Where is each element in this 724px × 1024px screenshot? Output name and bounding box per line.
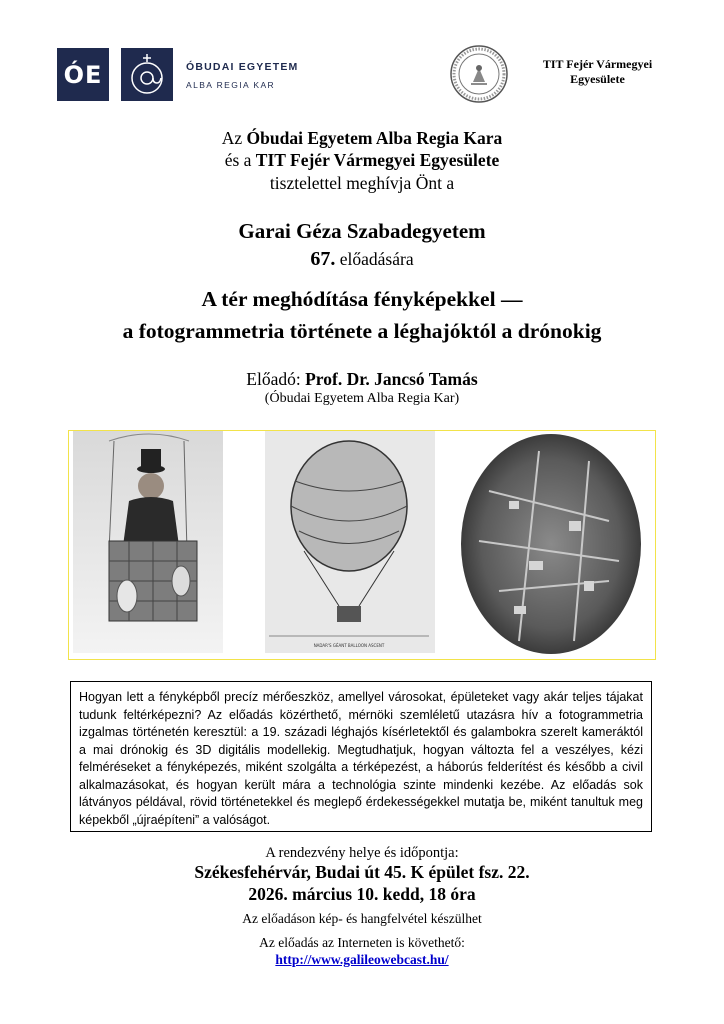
invite-line-2: [0, 150, 724, 171]
lecture-abstract: Hogyan lett a fényképből precíz mérőeszköz, amellyel városokat, épületeket vagy akár teljes tájakat tudunk feltérképezni? Az előadás közérthető, mérnöki szemléletű utazásra hív a fotogrammetria izgalmas történetén keresztül: a 19. századi léghajós kísérletektől és galambokra szerelt kameráktól a mai drónokig és 3D digitális modellekig. Megtudhatjuk, hogyan változta fel a veszélyes, kézi felméréseket a fényképezés, miként szolgálta a térképezést, a háborús felderítést és később a civil alkalmazásokat, és hogyan került mára a technológia szinte mindenki kezébe. Az előadás sok látványos példával, rövid történetekkel és meglepő érdekességekkel mutatja be, miként tanultuk meg képekből „újraépíteni” a valóságot.: [70, 681, 652, 832]
balloonist-photo: [73, 431, 223, 653]
photo-collage: [69, 431, 655, 659]
invite-prefix-2: és a: [224, 150, 256, 170]
lecture-number: [0, 248, 724, 271]
historical-photos: [68, 430, 656, 660]
venue: Székesfehérvár, Budai út 45. K épület fsz. 22.: [194, 862, 530, 882]
speaker: [0, 369, 724, 390]
engraving-caption: NADAR'S GÉANT BALLOON ASCENT: [313, 643, 385, 648]
event-datetime: 2026. március 10. kedd, 18 óra: [248, 884, 476, 904]
speaker-name: Prof. Dr. Jancsó Tamás: [305, 369, 478, 389]
tit-seal-icon: [449, 44, 509, 104]
host-tit: TIT Fejér Vármegyei Egyesülete: [255, 150, 500, 170]
tit-name-line2: Egyesülete: [570, 72, 625, 86]
recording-note: Az előadáson kép- és hangfelvétel készülhet: [242, 911, 482, 926]
university-name: ÓBUDAI EGYETEM: [186, 61, 299, 73]
speaker-label: Előadó:: [246, 369, 306, 389]
venue-label: A rendezvény helye és időpontja:: [265, 845, 459, 861]
obuda-seal-logo: [121, 48, 173, 101]
aerial-city-photo: [461, 434, 641, 654]
host-university: Óbudai Egyetem Alba Regia Kara: [246, 128, 503, 148]
webcast-link[interactable]: http://www.galileowebcast.hu/: [275, 952, 449, 967]
invite-line-3: tisztelettel meghívja Önt a: [269, 173, 455, 193]
webcast-link-row: [0, 951, 724, 969]
lecture-number-suffix: előadására: [335, 249, 414, 269]
lecture-title-line-2: a fotogrammetria története a léghajóktól a drónokig: [122, 319, 602, 343]
tit-name: [520, 57, 675, 87]
lecture-title-line-1: A tér meghódítása fényképekkel —: [201, 287, 523, 311]
at-sign-crest-icon: [121, 48, 173, 101]
tit-name-line1: TIT Fejér Vármegyei: [542, 57, 653, 71]
obuda-logo: ÓE: [57, 48, 109, 101]
speaker-affiliation: (Óbudai Egyetem Alba Regia Kar): [264, 391, 460, 406]
invite-prefix-1: Az: [221, 128, 247, 148]
webcast-note: Az előadás az Interneten is követhető:: [259, 935, 465, 950]
balloon-engraving: [265, 431, 435, 653]
invite-line-1: [0, 128, 724, 149]
university-faculty: ALBA REGIA KAR: [186, 80, 276, 90]
series-name: Garai Géza Szabadegyetem: [238, 219, 486, 243]
lecture-number-value: 67.: [310, 248, 336, 270]
